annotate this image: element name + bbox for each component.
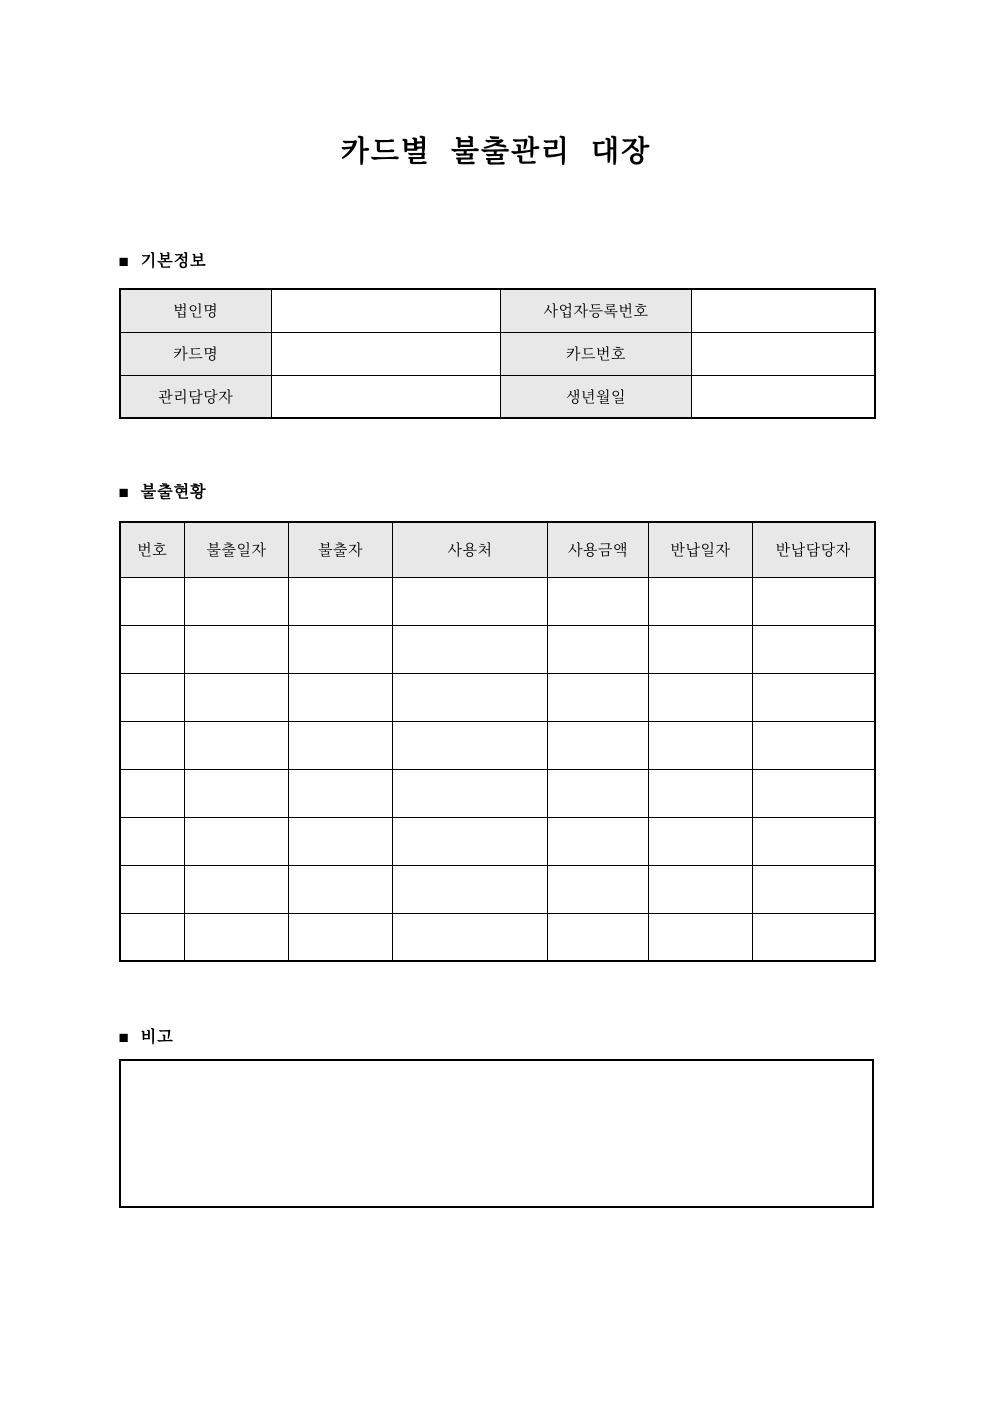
- dispense-cell[interactable]: [289, 913, 393, 961]
- dispense-cell[interactable]: [289, 721, 393, 769]
- basic-info-label: 사업자등록번호: [501, 289, 692, 332]
- dispense-empty-row: [120, 817, 875, 865]
- dispense-empty-row: [120, 625, 875, 673]
- dispense-cell[interactable]: [393, 913, 548, 961]
- basic-info-value-cell[interactable]: [692, 332, 875, 375]
- dispense-cell[interactable]: [548, 769, 649, 817]
- section-heading-dispense-status-label: 불출현황: [140, 484, 207, 501]
- dispense-cell[interactable]: [120, 865, 185, 913]
- dispense-table-body: [120, 577, 875, 961]
- dispense-empty-row: [120, 721, 875, 769]
- dispense-cell[interactable]: [753, 673, 875, 721]
- basic-info-value-cell[interactable]: [692, 289, 875, 332]
- column-header-usage-amount: 사용금액: [548, 522, 649, 577]
- dispense-cell[interactable]: [185, 625, 289, 673]
- dispense-cell[interactable]: [289, 817, 393, 865]
- dispense-cell[interactable]: [649, 769, 753, 817]
- dispense-empty-row: [120, 865, 875, 913]
- dispense-cell[interactable]: [393, 625, 548, 673]
- dispense-cell[interactable]: [649, 625, 753, 673]
- basic-info-label: 관리담당자: [120, 375, 272, 418]
- section-heading-basic-info: [119, 252, 874, 272]
- dispense-cell[interactable]: [120, 817, 185, 865]
- dispense-cell[interactable]: [649, 865, 753, 913]
- square-bullet-icon: ■: [118, 252, 130, 271]
- document-content: [119, 0, 874, 1208]
- dispense-cell[interactable]: [753, 913, 875, 961]
- square-bullet-icon: ■: [118, 483, 130, 502]
- dispense-header-row: [120, 522, 875, 577]
- dispense-cell[interactable]: [289, 673, 393, 721]
- dispense-status-table: [119, 521, 876, 962]
- dispense-cell[interactable]: [120, 625, 185, 673]
- dispense-cell[interactable]: [185, 577, 289, 625]
- dispense-cell[interactable]: [289, 577, 393, 625]
- dispense-cell[interactable]: [548, 721, 649, 769]
- dispense-cell[interactable]: [548, 673, 649, 721]
- dispense-cell[interactable]: [289, 769, 393, 817]
- basic-info-label: 카드명: [120, 332, 272, 375]
- dispense-cell[interactable]: [289, 865, 393, 913]
- table-row: [120, 332, 875, 375]
- dispense-cell[interactable]: [120, 577, 185, 625]
- column-header-no: 번호: [120, 522, 185, 577]
- square-bullet-icon: ■: [118, 1028, 130, 1047]
- dispense-cell[interactable]: [185, 769, 289, 817]
- section-heading-dispense-status: [119, 483, 874, 503]
- dispense-cell[interactable]: [649, 817, 753, 865]
- dispense-cell[interactable]: [393, 769, 548, 817]
- basic-info-value-cell[interactable]: [272, 375, 501, 418]
- dispense-cell[interactable]: [649, 721, 753, 769]
- dispense-cell[interactable]: [185, 817, 289, 865]
- column-header-usage-place: 사용처: [393, 522, 548, 577]
- section-heading-remarks-label: 비고: [140, 1029, 174, 1046]
- dispense-cell[interactable]: [120, 673, 185, 721]
- dispense-cell[interactable]: [548, 865, 649, 913]
- dispense-cell[interactable]: [120, 913, 185, 961]
- dispense-empty-row: [120, 577, 875, 625]
- dispense-cell[interactable]: [649, 673, 753, 721]
- page-title: 카드별 불출관리 대장: [340, 136, 652, 168]
- dispense-cell[interactable]: [393, 673, 548, 721]
- table-row: [120, 375, 875, 418]
- dispense-cell[interactable]: [548, 817, 649, 865]
- basic-info-value-cell[interactable]: [272, 289, 501, 332]
- dispense-cell[interactable]: [393, 577, 548, 625]
- column-header-return-manager: 반납담당자: [753, 522, 875, 577]
- column-header-return-date: 반납일자: [649, 522, 753, 577]
- dispense-cell[interactable]: [393, 817, 548, 865]
- basic-info-value-cell[interactable]: [272, 332, 501, 375]
- dispense-cell[interactable]: [753, 817, 875, 865]
- dispense-cell[interactable]: [185, 865, 289, 913]
- section-heading-basic-info-label: 기본정보: [140, 253, 207, 270]
- table-row: [120, 289, 875, 332]
- dispense-cell[interactable]: [120, 769, 185, 817]
- dispense-cell[interactable]: [393, 721, 548, 769]
- dispense-cell[interactable]: [649, 913, 753, 961]
- dispense-cell[interactable]: [120, 721, 185, 769]
- basic-info-label: 법인명: [120, 289, 272, 332]
- dispense-cell[interactable]: [649, 577, 753, 625]
- column-header-dispenser: 불출자: [289, 522, 393, 577]
- dispense-cell[interactable]: [548, 625, 649, 673]
- dispense-cell[interactable]: [753, 721, 875, 769]
- dispense-cell[interactable]: [548, 577, 649, 625]
- dispense-cell[interactable]: [753, 625, 875, 673]
- dispense-cell[interactable]: [289, 625, 393, 673]
- dispense-cell[interactable]: [753, 865, 875, 913]
- remarks-box[interactable]: [119, 1059, 874, 1208]
- dispense-empty-row: [120, 673, 875, 721]
- dispense-cell[interactable]: [548, 913, 649, 961]
- dispense-empty-row: [120, 913, 875, 961]
- basic-info-label: 카드번호: [501, 332, 692, 375]
- dispense-cell[interactable]: [393, 865, 548, 913]
- basic-info-label: 생년월일: [501, 375, 692, 418]
- dispense-cell[interactable]: [185, 913, 289, 961]
- basic-info-table: [119, 288, 876, 419]
- dispense-cell[interactable]: [185, 673, 289, 721]
- dispense-cell[interactable]: [753, 769, 875, 817]
- basic-info-value-cell[interactable]: [692, 375, 875, 418]
- section-heading-remarks: [119, 1028, 874, 1048]
- column-header-dispense-date: 불출일자: [185, 522, 289, 577]
- dispense-cell[interactable]: [753, 577, 875, 625]
- dispense-empty-row: [120, 769, 875, 817]
- dispense-cell[interactable]: [185, 721, 289, 769]
